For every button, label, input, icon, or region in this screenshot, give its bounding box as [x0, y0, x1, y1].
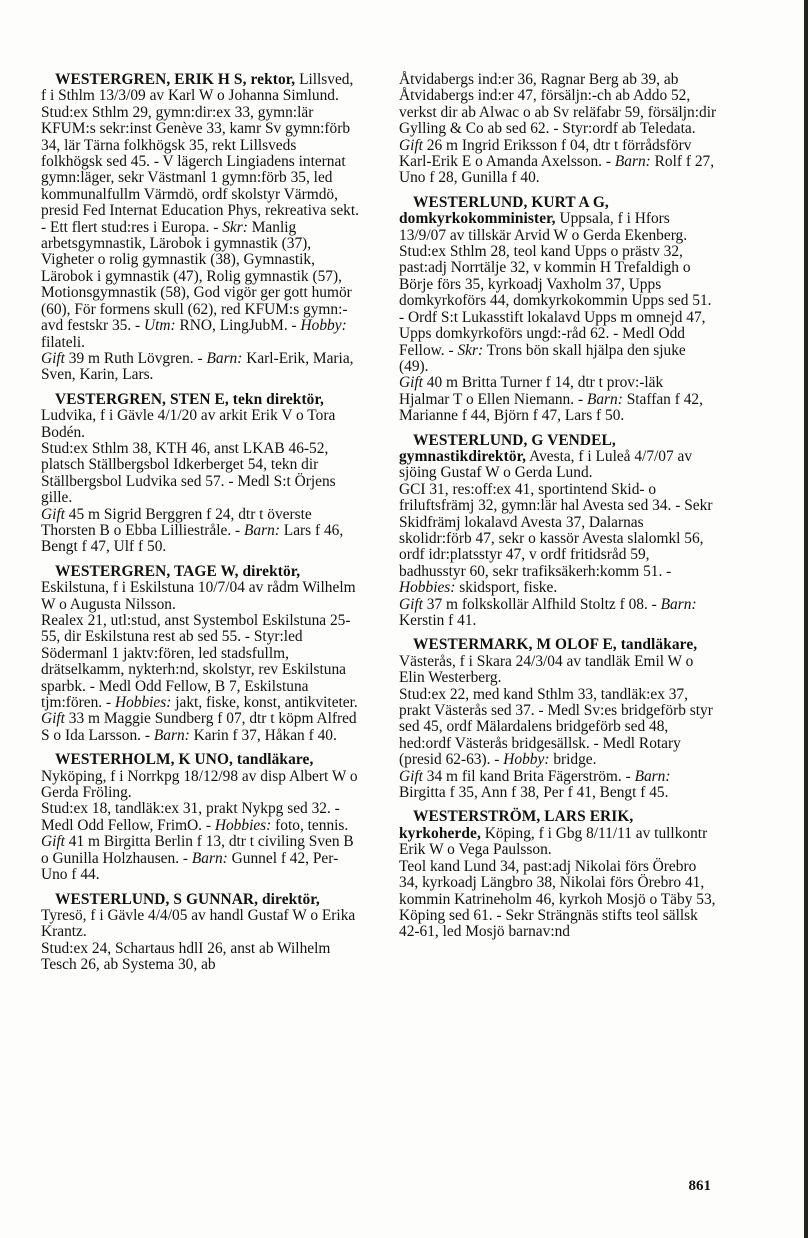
barn-label: Barn:: [634, 767, 671, 785]
entry-marriage: 41 m Birgitta Berlin f 13, dtr t civiling Sven B o Gunilla Holzhausen. -: [41, 833, 354, 867]
entry-intro: Västerås, f i Skara 24/3/04 av tandläk Emil W o Elin Westerberg.: [399, 652, 694, 687]
skr-label: Skr:: [222, 218, 248, 236]
entry-continuation: Åtvidabergs ind:er 36, Ragnar Berg ab 39, ab Åtvidabergs ind:er 47, försäljn:-ch ab Addo 52, verkst dir ab Alwac o ab Sv reläfabr 59, försäljn:dir Gylling & Co ab sed 62. - Styr:ordf ab Teledata.: [399, 71, 717, 138]
entry-career: Teol kand Lund 34, past:adj Nikolai förs Örebro 34, kyrkoadj Längbro 38, Nikolai förs Örebro 41, kommin Katrineholm 46, kyrkoh Mosjö o Täby 53, Köping sed 61. - Sekr Strängnäs stifts teol sällsk 42-61, led Mosjö barnav:nd: [399, 857, 716, 941]
gift-label: Gift: [399, 767, 423, 785]
entry-hobby: foto, tennis.: [271, 816, 349, 834]
entry-intro: Nyköping, f i Norrkpg 18/12/98 av disp Albert W o Gerda Fröling.: [41, 767, 358, 802]
barn-label: Barn:: [244, 521, 280, 539]
entry-westerlund-gunnar: [41, 892, 359, 974]
entry-children: Birgitta f 35, Ann f 38, Per f 41, Bengt f 45.: [399, 784, 669, 802]
entry-career: Stud:ex 18, tandläk:ex 31, prakt Nykpg sed 32. - Medl Odd Fellow, FrimO. -: [41, 800, 340, 834]
entry-writings: Manlig arbetsgymnastik, Lärobok i gymnastik (37), Vigheter o rolig gymnastik (38), Gymnastik, Lärobok i gymnastik (47), Rolig gymnastik (57), Motionsgymnastik (58), God vigör ger gott humör (60), För formens skull (62), red KFUM:s gymn:-avd festskr 35. -: [41, 218, 352, 335]
entry-vestergren-sten: [41, 392, 359, 556]
entry-intro: Tyresö, f i Gävle 4/4/05 av handl Gustaf W o Erika Krantz.: [41, 906, 356, 941]
gift-label: Gift: [41, 349, 65, 367]
entry-career: Stud:ex Sthlm 38, KTH 46, anst LKAB 46-52, platsch Ställbergsbol Idkerberget 54, tekn dir Ställbergsbol Ludvika sed 57. - Medl S:t Örjens gille.: [41, 439, 336, 507]
entry-children: Gunnel f 42, Per-Uno f 44.: [41, 849, 339, 884]
entry-marriage: 26 m Ingrid Eriksson f 04, dtr t förrådsförv Karl-Erik E o Amanda Axelsson. -: [399, 136, 692, 171]
entry-career: GCI 31, res:off:ex 41, sportintend Skid- o friluftsfrämj 32, gymn:lär hal Avesta sed 34. - Sekr Skidfrämj lokalavd Avesta 37, Dalarnas skolidr:förb 47, sekr o kassör Avesta slalomkl 56, ordf idr:platsstyr 47, v ordf fritidsråd 59, badhusstyr 60, sekr trafiksäkerh:komm 51. -: [399, 480, 713, 580]
entry-name: WESTERGREN, ERIK H S, rektor,: [55, 71, 296, 88]
barn-label: Barn:: [191, 849, 228, 867]
entry-name: VESTERGREN, STEN E, tekn direktör,: [55, 390, 324, 408]
entry-honors: RNO, LingJubM. -: [175, 317, 297, 335]
entry-career: Stud:ex Sthlm 28, teol kand Upps o prästv 32, past:adj Norrtälje 32, v kommin H Trefaldigh o Börje förs 35, kyrkoadj Vaxholm 37, Upps domkyrkoförs 44, domkyrkokommin Upps sed 51. - Ordf S:t Lukasstift lokalavd Upps m omnejd 47, Upps domkyrkoförs ungd:-råd 62. - Medl Odd Fellow. -: [399, 243, 712, 359]
entry-westergren-erik: [41, 72, 359, 384]
entry-children: Lars f 46, Bengt f 47, Ulf f 50.: [41, 521, 344, 556]
entry-westerlund-vendel: [399, 433, 717, 630]
gift-label: Gift: [399, 595, 423, 613]
barn-label: Barn:: [660, 595, 697, 613]
entry-westerlund-kurt: [399, 195, 717, 425]
entry-intro: Eskilstuna, f i Eskilstuna 10/7/04 av rådm Wilhelm W o Augusta Nilsson.: [41, 579, 356, 613]
entry-name: WESTERHOLM, K UNO, tandläkare,: [55, 751, 314, 769]
barn-label: Barn:: [206, 349, 243, 367]
hobby-label: Hobbies:: [114, 694, 172, 712]
entry-marriage: 37 m folkskollär Alfhild Stoltz f 08. -: [422, 595, 657, 613]
entry-westermark-olof: [399, 637, 717, 801]
entry-intro: Köping, f i Gbg 8/11/11 av tullkontr Erik W o Vega Paulsson.: [399, 824, 708, 859]
entry-children: Staffan f 42, Marianne f 44, Björn f 47, Lars f 50.: [399, 390, 703, 425]
entry-writings: Trons bön skall hjälpa den sjuke (49).: [399, 341, 686, 375]
hobby-label: Hobbies:: [399, 579, 456, 597]
entry-children: Karin f 37, Håkan f 40.: [189, 726, 337, 744]
entry-westerstrom-lars: [399, 809, 717, 940]
hobby-label: Hobby:: [503, 751, 550, 769]
entry-marriage: 33 m Maggie Sundberg f 07, dtr t köpm Alfred S o Ida Larsson. -: [41, 710, 357, 744]
entry-career: Stud:ex 24, Schartaus hdlI 26, anst ab Wilhelm Tesch 26, ab Systema 30, ab: [41, 939, 331, 974]
skr-label: Skr:: [457, 341, 484, 359]
hobby-label: Hobby:: [300, 317, 347, 335]
scan-edge: [804, 0, 808, 1238]
barn-label: Barn:: [614, 153, 651, 171]
entry-name: WESTERGREN, TAGE W, direktör,: [55, 562, 301, 580]
entry-career: Stud:ex 22, med kand Sthlm 33, tandläk:ex 37, prakt Västerås sed 37. - Medl Sv:es bridgeförb styr sed 45, ordf Mälardalens bridgeförb sed 48, hed:ordf Västerås bridgesällsk. - Medl Rotary (presid 62-63). -: [399, 685, 713, 769]
entry-hobby: filateli.: [41, 333, 86, 351]
entry-children: Kerstin f 41.: [399, 612, 477, 629]
entry-marriage: 40 m Britta Turner f 14, dtr t prov:-läk Hjalmar T o Ellen Niemann. -: [399, 374, 664, 408]
entry-name: WESTERLUND, S GUNNAR, direktör,: [55, 890, 320, 908]
entry-hobby: bridge.: [549, 751, 597, 769]
gift-label: Gift: [41, 505, 65, 523]
entry-hobby: jakt, fiske, konst, antikviteter.: [171, 694, 358, 712]
entry-hobby: skidsport, fiske.: [455, 579, 558, 597]
entry-career: Realex 21, utl:stud, anst Systembol Eskilstuna 25-55, dir Eskilstuna rest ab sed 55. - Styr:led Södermanl 1 jaktv:fören, led stadsfullm, drätselkamm, nykterh:nd, skolstyr, rev Eskilstuna sparbk. - Medl Odd Fellow, B 7, Eskilstuna tjm:fören. -: [41, 612, 351, 712]
entry-career: Stud:ex Sthlm 29, gymn:dir:ex 33, gymn:lär KFUM:s sekr:inst Genève 33, kamr Sv gymn:förb 34, lär Tärna folkhögsk 35, rekt Lillsveds folkhögsk sed 45. - V lägerch Lingiadens internat gymn:läger, sekr Västmanl 1 gymn:förb 35, led kommunalfullm Värmdö, ordf skolstyr Värmdö, presid Fed Internat Education Phys, rekreativa sekt. - Ett flert stud:res i Europa. -: [41, 103, 359, 236]
right-column: [399, 72, 717, 949]
page-number: 861: [688, 1178, 711, 1194]
barn-label: Barn:: [586, 390, 623, 408]
hobby-label: Hobbies:: [214, 816, 272, 834]
left-column: [41, 72, 359, 982]
entry-marriage: 39 m Ruth Lövgren. -: [64, 349, 203, 367]
gift-label: Gift: [41, 710, 65, 728]
gift-label: Gift: [41, 833, 65, 851]
gift-label: Gift: [399, 374, 423, 392]
entry-marriage: 34 m fil kand Brita Fägerström. -: [422, 767, 631, 785]
entry-children: Rolf f 27, Uno f 28, Gunilla f 40.: [399, 153, 715, 187]
entry-name: WESTERMARK, M OLOF E, tandläkare,: [413, 636, 698, 654]
entry-intro: Lillsved, f i Sthlm 13/3/09 av Karl W o Johanna Simlund.: [41, 71, 354, 105]
entry-children: Karl-Erik, Maria, Sven, Karin, Lars.: [41, 349, 354, 384]
entry-name: WESTERLUND, G VENDEL, gymnastikdirektör,: [399, 431, 616, 465]
utm-label: Utm:: [144, 317, 176, 335]
entry-westerholm-uno: [41, 752, 359, 883]
entry-intro: Ludvika, f i Gävle 4/1/20 av arkit Erik V o Tora Bodén.: [41, 407, 336, 441]
barn-label: Barn:: [153, 726, 190, 744]
entry-westerlund-gunnar-continued: [399, 72, 717, 187]
entry-marriage: 45 m Sigrid Berggren f 24, dtr t överste Thorsten B o Ebba Lilliestråle. -: [41, 505, 312, 539]
entry-intro: Avesta, f i Luleå 4/7/07 av sjöing Gustaf W o Gerda Lund.: [399, 447, 693, 482]
gift-label: Gift: [399, 136, 423, 154]
entry-intro: Uppsala, f i Hfors 13/9/07 av tillskär Arvid W o Gerda Ekenberg.: [399, 210, 688, 244]
entry-name: WESTERSTRÖM, LARS ERIK, kyrkoherde,: [399, 808, 634, 842]
entry-westergren-tage: [41, 564, 359, 744]
entry-name: WESTERLUND, KURT A G, domkyrkokomminister,: [399, 193, 609, 228]
